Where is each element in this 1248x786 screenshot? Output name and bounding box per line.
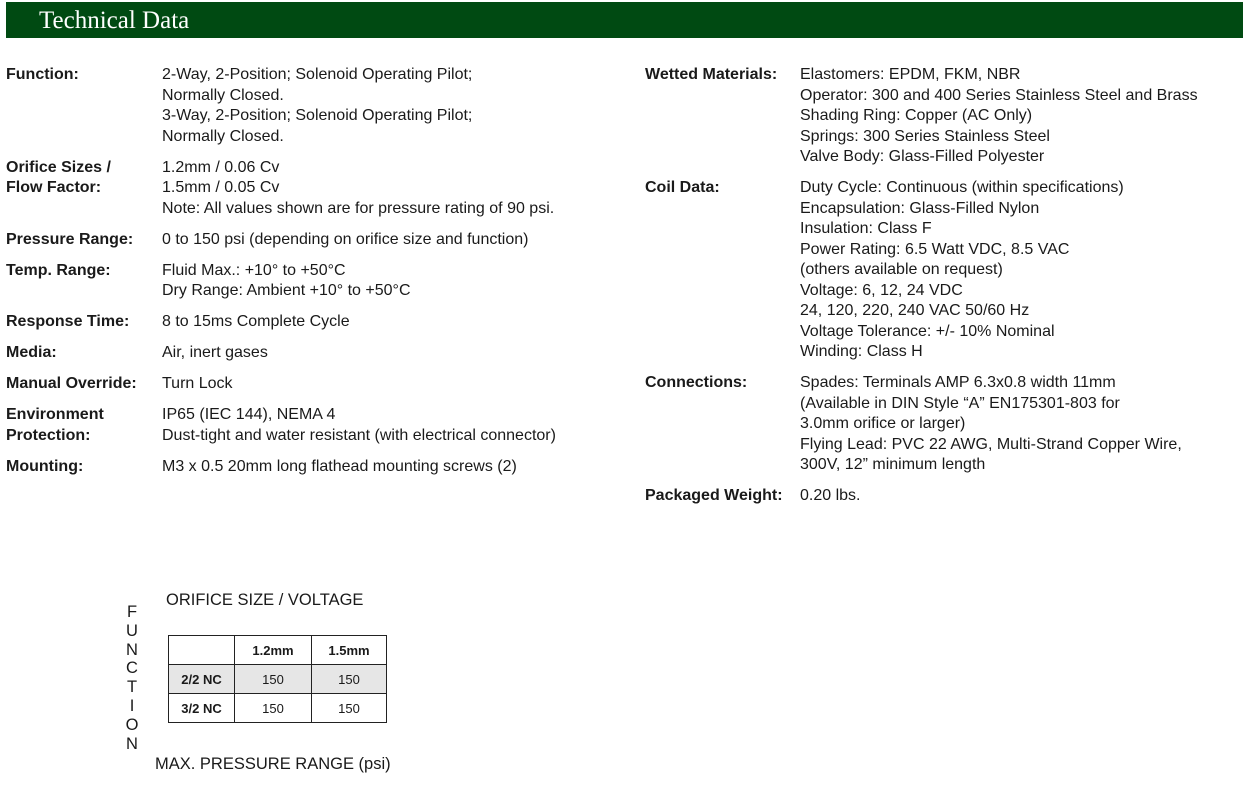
- spec-value-line: Note: All values shown are for pressure rating of 90 psi.: [162, 199, 555, 217]
- spec-value: [800, 373, 1182, 476]
- spec-value-line: Fluid Max.: +10° to +50°C: [162, 261, 346, 279]
- spec-value-line: Valve Body: Glass-Filled Polyester: [800, 148, 1045, 165]
- spec-value: [162, 65, 472, 147]
- spec-value-line: Winding: Class H: [800, 343, 923, 360]
- spec-label: [6, 343, 162, 364]
- spec-value: [162, 312, 350, 333]
- function-axis-letter: I: [129, 696, 135, 715]
- spec-label-line: Environment: [6, 406, 104, 423]
- spec-label-line: Wetted Materials:: [645, 66, 778, 83]
- right-spec-column: [645, 65, 1248, 517]
- function-axis-letter: N: [126, 640, 138, 659]
- spec-label: [645, 178, 800, 363]
- spec-value: [162, 343, 268, 364]
- spec-label: [6, 261, 162, 302]
- spec-value-line: 300V, 12” minimum length: [800, 456, 986, 473]
- spec-value-line: Duty Cycle: Continuous (within specifications): [800, 179, 1124, 196]
- spec-row: [6, 405, 631, 446]
- spec-value-line: Air, inert gases: [162, 344, 268, 361]
- table-cell: 150: [312, 665, 387, 694]
- spec-row: [6, 343, 631, 364]
- spec-label-line: Pressure Range:: [6, 230, 134, 248]
- spec-value: [800, 486, 860, 507]
- spec-row: [6, 230, 631, 251]
- spec-value: [162, 158, 554, 220]
- spec-value-line: Operator: 300 and 400 Series Stainless Steel and Brass: [800, 86, 1198, 104]
- spec-label-line: Media:: [6, 344, 57, 361]
- spec-label-line: Packaged Weight:: [645, 487, 783, 504]
- spec-row: [6, 312, 631, 333]
- spec-value-line: Dust-tight and water resistant (with electrical connector): [162, 426, 556, 444]
- spec-label: [6, 158, 162, 220]
- spec-label: [6, 374, 162, 395]
- spec-value-line: 2-Way, 2-Position; Solenoid Operating Pilot;: [162, 66, 473, 83]
- row-header-function: 3/2 NC: [169, 694, 235, 723]
- function-axis-letter: U: [126, 621, 138, 640]
- spec-value-line: 1.2mm / 0.06 Cv: [162, 158, 280, 176]
- function-axis-letter: N: [126, 734, 138, 753]
- spec-value-line: 0 to 150 psi (depending on orifice size and function): [162, 230, 529, 248]
- spec-row: [6, 457, 631, 478]
- spec-row: [6, 261, 631, 302]
- spec-row: [6, 65, 631, 147]
- pressure-table-footer: MAX. PRESSURE RANGE (psi): [155, 755, 391, 773]
- spec-value: [162, 457, 517, 478]
- spec-label-line: Protection:: [6, 426, 91, 444]
- spec-row: [6, 374, 631, 395]
- spec-label-line: Function:: [6, 66, 79, 83]
- spec-label-line: Temp. Range:: [6, 261, 111, 279]
- table-cell: 150: [235, 665, 312, 694]
- spec-label: [6, 230, 162, 251]
- spec-value-line: Spades: Terminals AMP 6.3x0.8 width 11mm: [800, 374, 1116, 391]
- function-axis-letter: T: [126, 678, 138, 697]
- spec-label: [6, 65, 162, 147]
- spec-value-line: 0.20 lbs.: [800, 487, 861, 504]
- spec-value-line: M3 x 0.5 20mm long flathead mounting screws (2): [162, 457, 517, 475]
- column-header-1-2mm: 1.2mm: [235, 636, 312, 665]
- table-row: [169, 694, 387, 723]
- spec-value-line: 3-Way, 2-Position; Solenoid Operating Pilot;: [162, 107, 473, 124]
- spec-label: [6, 457, 162, 478]
- spec-value-line: Voltage Tolerance: +/- 10% Nominal: [800, 322, 1055, 340]
- spec-value-line: IP65 (IEC 144), NEMA 4: [162, 406, 336, 423]
- spec-label: [6, 405, 162, 446]
- spec-value-line: Encapsulation: Glass-Filled Nylon: [800, 199, 1040, 217]
- table-row: [169, 665, 387, 694]
- table-header-row: [169, 636, 387, 665]
- spec-value-line: Dry Range: Ambient +10° to +50°C: [162, 282, 411, 299]
- spec-label: [645, 373, 800, 476]
- spec-value-line: Insulation: Class F: [800, 220, 932, 237]
- spec-value-line: 3.0mm orifice or larger): [800, 415, 966, 432]
- pressure-range-table: [168, 635, 387, 723]
- spec-value-line: Voltage: 6, 12, 24 VDC: [800, 281, 963, 299]
- pressure-table-title: ORIFICE SIZE / VOLTAGE: [166, 591, 364, 609]
- spec-value-line: Normally Closed.: [162, 127, 284, 145]
- spec-value: [162, 261, 411, 302]
- spec-value-line: Springs: 300 Series Stainless Steel: [800, 127, 1050, 145]
- spec-value-line: Normally Closed.: [162, 86, 284, 104]
- left-spec-column: [6, 65, 631, 488]
- spec-label-line: Flow Factor:: [6, 179, 102, 196]
- spec-row: [645, 486, 1248, 507]
- spec-value-line: 1.5mm / 0.05 Cv: [162, 179, 280, 196]
- table-corner-cell: [169, 636, 235, 665]
- spec-value-line: Shading Ring: Copper (AC Only): [800, 107, 1033, 124]
- spec-label: [645, 486, 800, 507]
- function-axis-letter: F: [126, 603, 138, 621]
- spec-value-line: Elastomers: EPDM, FKM, NBR: [800, 66, 1021, 83]
- spec-label-line: Orifice Sizes /: [6, 158, 111, 176]
- spec-value: [162, 230, 528, 251]
- spec-value-line: (others available on request): [800, 261, 1003, 278]
- spec-row: [6, 158, 631, 220]
- spec-value-line: Power Rating: 6.5 Watt VDC, 8.5 VAC: [800, 240, 1070, 258]
- spec-label-line: Manual Override:: [6, 375, 137, 392]
- spec-row: [645, 373, 1248, 476]
- spec-value-line: 24, 120, 220, 240 VAC 50/60 Hz: [800, 302, 1030, 319]
- spec-value-line: 8 to 15ms Complete Cycle: [162, 313, 350, 330]
- spec-label-line: Connections:: [645, 374, 748, 391]
- spec-value-line: (Available in DIN Style “A” EN175301-803 for: [800, 394, 1120, 412]
- spec-label-line: Response Time:: [6, 313, 130, 330]
- spec-value-line: Turn Lock: [162, 375, 233, 392]
- row-header-function: 2/2 NC: [169, 665, 235, 694]
- spec-value: [800, 178, 1124, 363]
- function-axis-label: [124, 603, 140, 753]
- spec-label: [645, 65, 800, 168]
- column-header-1-5mm: 1.5mm: [312, 636, 387, 665]
- spec-row: [645, 65, 1248, 168]
- table-cell: 150: [235, 694, 312, 723]
- spec-value-line: Flying Lead: PVC 22 AWG, Multi-Strand Copper Wire,: [800, 435, 1182, 453]
- function-axis-letter: C: [126, 659, 138, 678]
- section-title: Technical Data: [39, 7, 190, 34]
- spec-label-line: Coil Data:: [645, 179, 720, 196]
- table-cell: 150: [312, 694, 387, 723]
- function-axis-letter: O: [125, 715, 139, 734]
- spec-label: [6, 312, 162, 333]
- spec-value: [162, 405, 556, 446]
- spec-value: [800, 65, 1198, 168]
- spec-value: [162, 374, 233, 395]
- section-header-banner: [6, 2, 1243, 38]
- spec-row: [645, 178, 1248, 363]
- spec-label-line: Mounting:: [6, 457, 84, 475]
